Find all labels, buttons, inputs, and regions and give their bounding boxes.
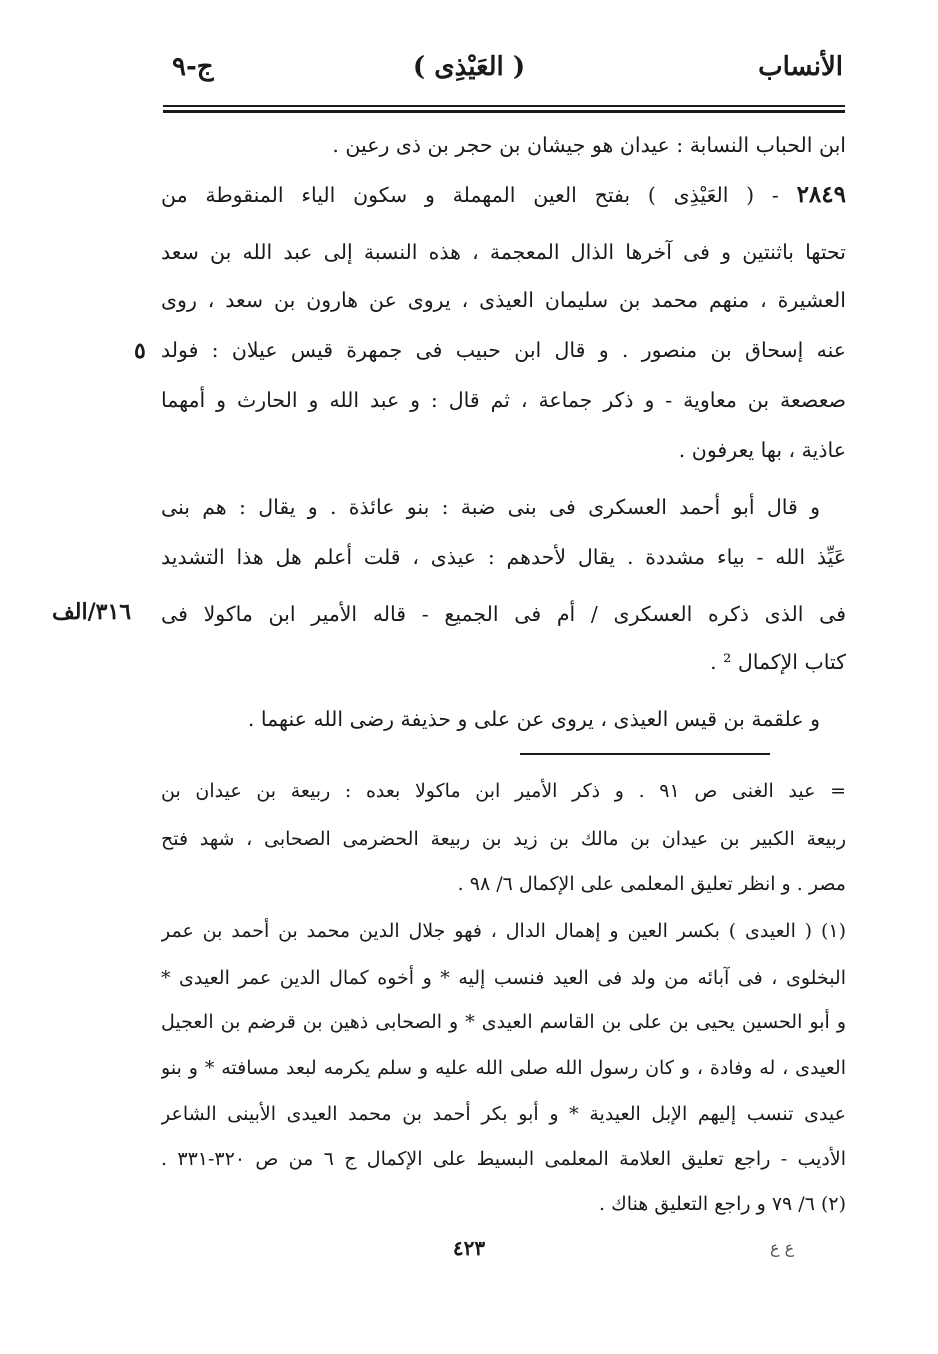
body-line: ابن الحباب النسابة : عيدان هو جيشان بن حجر بن ذى رعين .	[332, 133, 846, 157]
body-line: و قال أبو أحمد العسكرى فى بنى ضبة : بنو عائذة . و يقال : هم بنى	[161, 495, 820, 519]
footnote-line: = عيد الغنى ص ٩١ . و ذكر الأمير ابن ماكولا بعده : ربيعة بن عيدان بن	[161, 780, 846, 802]
entry-heading-line: ٢٨٤٩ - ( العَيْذِى ) بفتح العين المهملة و سكون الياء المنقوطة من	[161, 181, 846, 208]
footnote-line: عيدى تنسب إليهم الإبل العيدية * و أبو بكر أحمد بن محمد العيدى الأبينى الشاعر	[161, 1103, 846, 1125]
body-line: عَيِّذ الله - بياء مشددة . يقال لأحدهم : عيذى ، قلت أعلم هل هذا التشديد	[161, 545, 846, 569]
running-head-section-title: ( العَيْذِى )	[412, 52, 526, 82]
footnote-line: البخلوى ، فى آبائه من ولد فى العيد فنسب إليه * و أخوه كمال الدين عمر العيدى *	[161, 967, 846, 989]
header-rule-thick	[163, 110, 845, 113]
running-head-volume: ج-٩	[172, 52, 214, 82]
body-line: العشيرة ، منهم محمد بن سليمان العيذى ، يروى عن هارون بن سعد ، روى	[161, 288, 846, 312]
body-line: كتاب الإكمال ² .	[710, 650, 846, 674]
corner-mark: ع ع	[770, 1238, 795, 1257]
body-line: عاذية ، بها يعرفون .	[678, 438, 846, 462]
body-line: فى الذى ذكره العسكرى / أم فى الجميع - قاله الأمير ابن ماكولا فى	[161, 602, 846, 626]
page-number: ٤٢٣	[452, 1236, 486, 1260]
footnote-line: العيدى ، له وفادة ، و كان رسول الله صلى الله عليه و سلم يكرمه لبعد مسافته * و بنو	[161, 1057, 846, 1079]
header-rule-thin	[163, 105, 845, 107]
body-line: صعصعة بن معاوية - و ذكر جماعة ، ثم قال : و عبد الله و الحارث و أمهما	[161, 388, 846, 412]
body-line: و علقمة بن قيس العيذى ، يروى عن على و حذيفة رضى الله عنهما .	[247, 707, 820, 731]
footnote-line: مصر . و انظر تعليق المعلمى على الإكمال ٦/ ٩٨ .	[457, 873, 846, 895]
footnote-line: و أبو الحسين يحيى بن على بن القاسم العيدى * و الصحابى ذهين بن قرضم بن العجيل	[161, 1011, 846, 1033]
footnote-line: (١) ( العيدى ) بكسر العين و إهمال الدال ، فهو جلال الدين محمد بن أحمد بن عمر	[161, 920, 846, 942]
body-line: تحتها باثنتين و فى آخرها الذال المعجمة ، هذه النسبة إلى عبد الله بن سعد	[161, 240, 846, 264]
footnote-separator	[520, 753, 770, 755]
body-line: عنه إسحاق بن منصور . و قال ابن حبيب فى جمهرة قيس عيلان : فولد	[161, 338, 846, 362]
margin-folio-marker: ٣١٦/الف	[52, 599, 132, 625]
footnote-line: (٢) ٦/ ٧٩ و راجع التعليق هناك .	[599, 1193, 846, 1215]
footnote-line: الأديب - راجع تعليق العلامة المعلمى البسيط على الإكمال ج ٦ من ص ٣٢٠-٣٣١ .	[161, 1148, 846, 1170]
running-head-book-title: الأنساب	[758, 52, 843, 82]
entry-number: ٢٨٤٩	[796, 181, 846, 208]
margin-line-number: ٥	[134, 338, 146, 364]
footnote-line: ربيعة الكبير بن عيدان بن مالك بن زيد بن ربيعة الحضرمى الصحابى ، شهد فتح	[161, 828, 846, 850]
